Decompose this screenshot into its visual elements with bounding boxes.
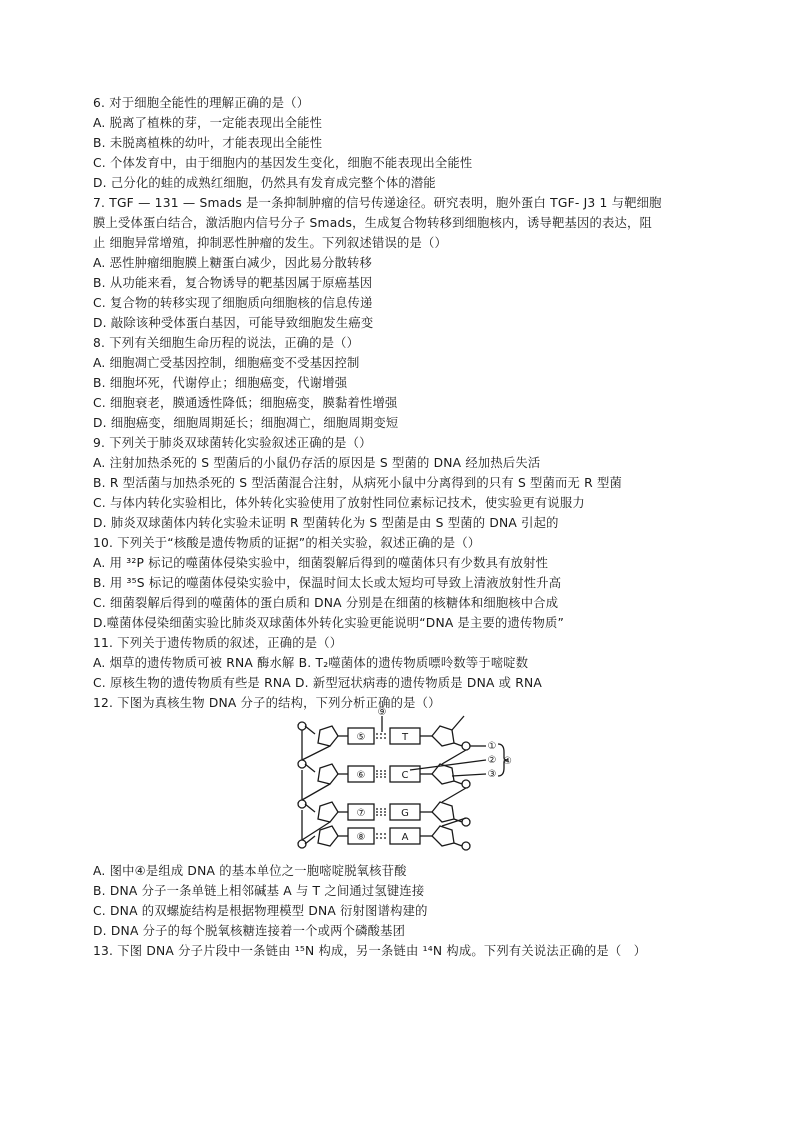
option-6a: A. 脱离了植株的芽，一定能表现出全能性 [93,116,323,130]
label-9: ⑨ [377,707,387,718]
base-T: T [401,732,409,743]
option-7d: D. 敲除该种受体蛋白基因，可能导致细胞发生癌变 [93,316,374,330]
option-6b: B. 未脱离植株的幼叶，才能表现出全能性 [93,136,323,150]
option-12a: A. 图中④是组成 DNA 的基本单位之一胞嘧啶脱氧核苷酸 [93,864,407,878]
base-G: G [401,808,409,819]
dna-structure-diagram [290,706,510,858]
question-7-line1: 7. TGF — 131 — Smads 是一条抑制肿瘤的信号传递途径。研究表明，胞外蛋白 TGF- J3 1 与靶细胞 [93,196,662,210]
label-1: ① [487,741,497,752]
option-9c: C. 与体内转化实验相比，体外转化实验使用了放射性同位素标记技术，使实验更有说服力 [93,496,585,510]
option-9b: B. R 型活菌与加热杀死的 S 型活菌混合注射，从病死小鼠中分离得到的只有 S 型菌而无 R 型菌 [93,476,623,490]
base-label-6: ⑥ [356,770,366,781]
option-10b: B. 用 ³⁵S 标记的噬菌体侵染实验中，保温时间太长或太短均可导致上清液放射性升高 [93,576,562,590]
option-8c: C. 细胞衰老，膜通透性降低；细胞癌变，膜黏着性增强 [93,396,398,410]
option-6d: D. 己分化的蛙的成熟红细胞，仍然具有发育成完整个体的潜能 [93,176,436,190]
label-3: ③ [487,769,497,780]
option-10c: C. 细菌裂解后得到的噬菌体的蛋白质和 DNA 分别是在细菌的核糖体和细胞核中合成 [93,596,559,610]
base-label-7: ⑦ [356,808,366,819]
option-7b: B. 从功能来看，复合物诱导的靶基因属于原癌基因 [93,276,373,290]
option-11cd: C. 原核生物的遗传物质有些是 RNA D. 新型冠状病毒的遗传物质是 DNA 或 RNA [93,676,543,690]
option-8d: D. 细胞癌变，细胞周期延长；细胞凋亡，细胞周期变短 [93,416,399,430]
question-7-line3: 止 细胞异常增殖，抑制恶性肿瘤的发生。下列叙述错误的是（） [93,236,448,250]
option-12c: C. DNA 的双螺旋结构是根据物理模型 DNA 衍射图谱构建的 [93,904,428,918]
question-8: 8. 下列有关细胞生命历程的说法，正确的是（） [93,336,360,350]
option-9d: D. 肺炎双球菌体内转化实验未证明 R 型菌转化为 S 型菌是由 S 型菌的 DNA 引起的 [93,516,559,530]
question-6: 6. 对于细胞全能性的理解正确的是（） [93,96,310,110]
base-A: A [401,832,409,843]
option-9a: A. 注射加热杀死的 S 型菌后的小鼠仍存活的原因是 S 型菌的 DNA 经加热后失活 [93,456,541,470]
option-7a: A. 恶性肿瘤细胞膜上糖蛋白减少，因此易分散转移 [93,256,373,270]
option-8b: B. 细胞坏死，代谢停止；细胞癌变，代谢增强 [93,376,348,390]
base-C: C [401,770,409,781]
base-label-8: ⑧ [356,832,366,843]
question-7-line2: 膜上受体蛋白结合，激活胞内信号分子 Smads，生成复合物转移到细胞核内，诱导靶基因的表达，阻 [93,216,653,230]
base-label-5: ⑤ [356,732,366,743]
question-9: 9. 下列关于肺炎双球菌转化实验叙述正确的是（） [93,436,372,450]
option-6c: C. 个体发育中，由于细胞内的基因发生变化，细胞不能表现出全能性 [93,156,473,170]
option-7c: C. 复合物的转移实现了细胞质向细胞核的信息传递 [93,296,373,310]
question-13: 13. 下图 DNA 分子片段中一条链由 ¹⁵N 构成，另一条链由 ¹⁴N 构成。下列有关说法正确的是（ ） [93,944,647,958]
option-8a: A. 细胞凋亡受基因控制，细胞癌变不受基因控制 [93,356,360,370]
option-10d: D.噬菌体侵染细菌实验比肺炎双球菌体外转化实验更能说明“DNA 是主要的遗传物质” [93,616,565,630]
label-4: ④ [503,756,512,767]
option-12b: B. DNA 分子一条单链上相邻碱基 A 与 T 之间通过氢键连接 [93,884,425,898]
option-12d: D. DNA 分子的每个脱氧核糖连接着一个或两个磷酸基团 [93,924,406,938]
label-2: ② [487,755,497,766]
question-11: 11. 下列关于遗传物质的叙述，正确的是（） [93,636,343,650]
option-11ab: A. 烟草的遗传物质可被 RNA 酶水解 B. T₂噬菌体的遗传物质嘌呤数等于嘧啶数 [93,656,529,670]
question-10: 10. 下列关于“核酸是遗传物质的证据”的相关实验，叙述正确的是（） [93,536,481,550]
option-10a: A. 用 ³²P 标记的噬菌体侵染实验中，细菌裂解后得到的噬菌体只有少数具有放射性 [93,556,549,570]
question-12: 12. 下图为真核生物 DNA 分子的结构，下列分析正确的是（） [93,696,441,710]
